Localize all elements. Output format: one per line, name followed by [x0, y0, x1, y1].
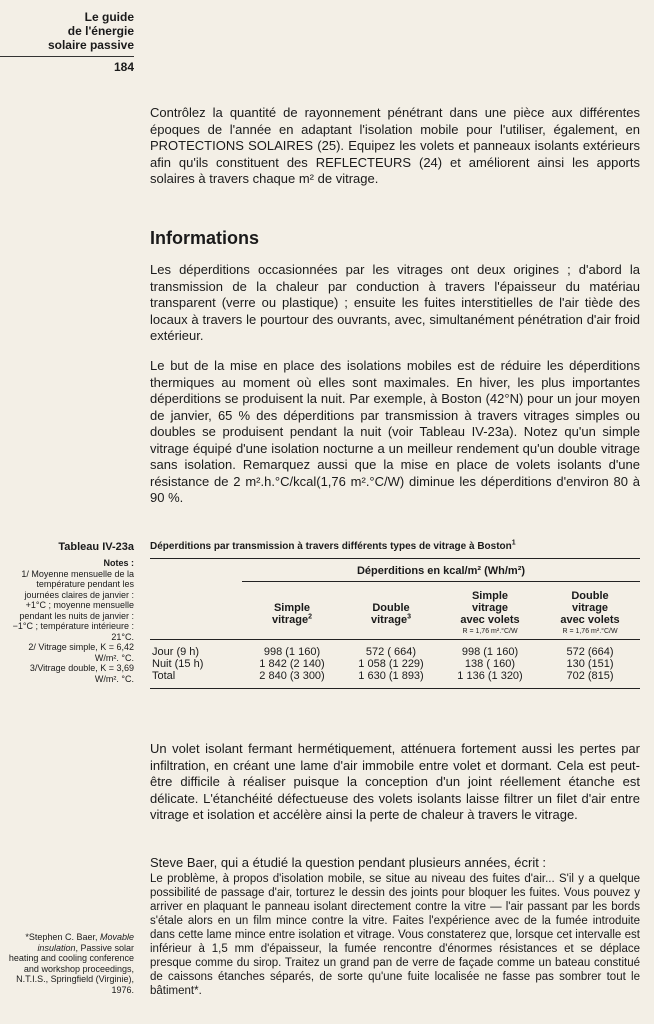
column-header-simple: Simple vitrage$^2$	[272, 601, 312, 626]
section-heading: Informations	[150, 228, 260, 248]
tableau-label: Tableau IV-23a	[58, 541, 134, 553]
column-header-double-shutters: Double vitrage avec volets	[560, 589, 620, 626]
book-title	[0, 10, 134, 52]
paragraph-origins: Les déperditions occasionnées par les vitrages ont deux origines ; d'abord la transmission de la chaleur par conduction à travers l'épaisseur du matériau transparent (verre ou plastique) ; ensuite les fuites interstitielles de l'air tiède des locaux à travers le pourtour des ouvrants, avec, simultanément pénétration d'air froid extérieur.	[150, 262, 640, 343]
paragraph-baer-quote	[150, 855, 640, 998]
note-1: 1/ Moyenne mensuelle de la température pendant les journées claires de janvier : +1°C ; moyenne mensuelle pendant les nuits de janvier : −1°C ; température intérieure : 21°C.	[12, 568, 134, 642]
paragraph-infiltration: Un volet isolant fermant hermétiquement, atténuera fortement aussi les pertes par infiltration, en créant une lame d'air immobile entre volet et dormant. Cela est peut-être difficile à réaliser puisque la conception d'un joint réellement étanche est délicate. L'étanchéité défectueuse des volets isolants laisse filtrer un filet d'air entre vitrage et isolation et accélère ainsi la perte de chaleur à travers le vitrage.	[150, 741, 640, 822]
table-cell: 138 ( 160)	[464, 657, 516, 670]
resistance-note: R = 1,76 m².°C/W	[462, 627, 518, 635]
book-title-line: solaire passive	[47, 38, 134, 52]
footnote-author: *Stephen C. Baer,	[25, 932, 100, 942]
table-cell: 130 (151)	[566, 657, 614, 670]
table-cell: 998 (1 160)	[461, 645, 519, 658]
header-divider	[0, 56, 134, 57]
table-group-header: Déperditions en kcal/m² (Wh/m²)	[356, 565, 526, 577]
resistance-note: R = 1,76 m².°C/W	[562, 627, 618, 635]
quote-body: Le problème, à propos d'isolation mobile, se situe au niveau des fuites d'air... S'il y a quelque possibilité de passage d'air, torturez le dessin des joints pour bloquer les fuites. Vous pouvez y arriver en plaquant le panneau isolant directement contre la vitre — l'air passant par les bords s'étale alors en un film mince contre la vitre. Faites l'expérience avec de la fumée introduite dans cette lame mince entre isolation et vitrage. Vous constaterez que, lorsque cet intervalle est inférieur à 1,5 mm d'épaisseur, la fumée rencontre d'énormes résistances et se déplace presque comme du sirop. Traitez un grand pan de verre de façade comme un bateau constitué de caissons étanches séparés, de sorte qu'une fuite localisée ne fasse pas sombrer tout le bâtiment*.	[150, 872, 640, 997]
heat-loss-table	[150, 558, 640, 689]
page-number: 184	[113, 60, 134, 74]
column-header-double: Double vitrage$^3$	[371, 601, 411, 626]
table-title	[150, 541, 640, 552]
table-cell: 1 630 (1 893)	[358, 669, 424, 682]
table-notes	[6, 558, 134, 684]
footnote-details: , Passive solar heating and cooling conference and workshop proceedings, N.T.I.S., Springfield (Virginie), 1976.	[8, 942, 134, 995]
note-2: 2/ Vitrage simple, K = 6,42 W/m². °C.	[28, 642, 134, 663]
table-cell: 572 (664)	[566, 645, 614, 658]
table-cell: 2 840 (3 300)	[259, 669, 325, 682]
row-label: Nuit (15 h)	[152, 657, 204, 670]
paragraph-mobile-insulation: Le but de la mise en place des isolations mobiles est de réduire les déperditions thermiques au moment où elles sont maximales. En hiver, les plus importantes déperditions se produisent la nuit. Par exemple, à Boston (42°N) pour un jour moyen de janvier, 65 % des déperditions par transmission à travers vitrages simples ou doubles se produisent pendant la nuit (voir Tableau IV-23a). Notez qu'un simple vitrage équipé d'une isolation nocturne a un meilleur rendement qu'un double vitrage sans isolation. Remarquez aussi que la mise en place de volets isolants d'une résistance de 2 m².h.°C/kcal(1,76 m².°C/W) diminue les déperditions d'environ 80 à 90 %.	[150, 358, 640, 505]
note-3: 3/Vitrage double, K = 3,69 W/m². °C.	[29, 663, 134, 684]
table-cell: 1 058 (1 229)	[358, 657, 424, 670]
table-cell: 1 136 (1 320)	[457, 669, 523, 682]
column-header-simple-shutters: Simple vitrage avec volets	[460, 589, 520, 626]
table-cell: 998 (1 160)	[263, 645, 321, 658]
table-row-night	[150, 658, 640, 670]
row-label: Jour (9 h)	[152, 645, 200, 658]
book-title-line: de l'énergie	[67, 24, 134, 38]
table-cell: 702 (815)	[566, 669, 614, 682]
footnote	[6, 932, 134, 995]
row-label: Total	[152, 669, 176, 682]
quote-lead: Steve Baer, qui a étudié la question pendant plusieurs années, écrit :	[150, 855, 547, 870]
table-cell: 1 842 (2 140)	[259, 657, 325, 670]
table-title-note: 1	[511, 539, 516, 547]
notes-heading: Notes :	[103, 558, 134, 568]
table-row-total	[150, 670, 640, 682]
table-cell: 572 ( 664)	[365, 645, 417, 658]
table-row-day	[150, 646, 640, 658]
footnote-title: Movable insulation	[37, 932, 134, 953]
table-title-text: Déperditions par transmission à travers différents types de vitrage à Boston	[150, 541, 512, 552]
paragraph-intro: Contrôlez la quantité de rayonnement pénétrant dans une pièce aux différentes époques de l'année en adaptant l'isolation mobile pour l'utiliser, également, en PROTECTIONS SOLAIRES (25). Equipez les volets et panneaux isolants extérieurs afin qu'ils constituent des REFLECTEURS (24) et améliorent ainsi les apports solaires à travers chaque m² de vitrage.	[150, 105, 640, 186]
book-title-line: Le guide	[84, 10, 134, 24]
